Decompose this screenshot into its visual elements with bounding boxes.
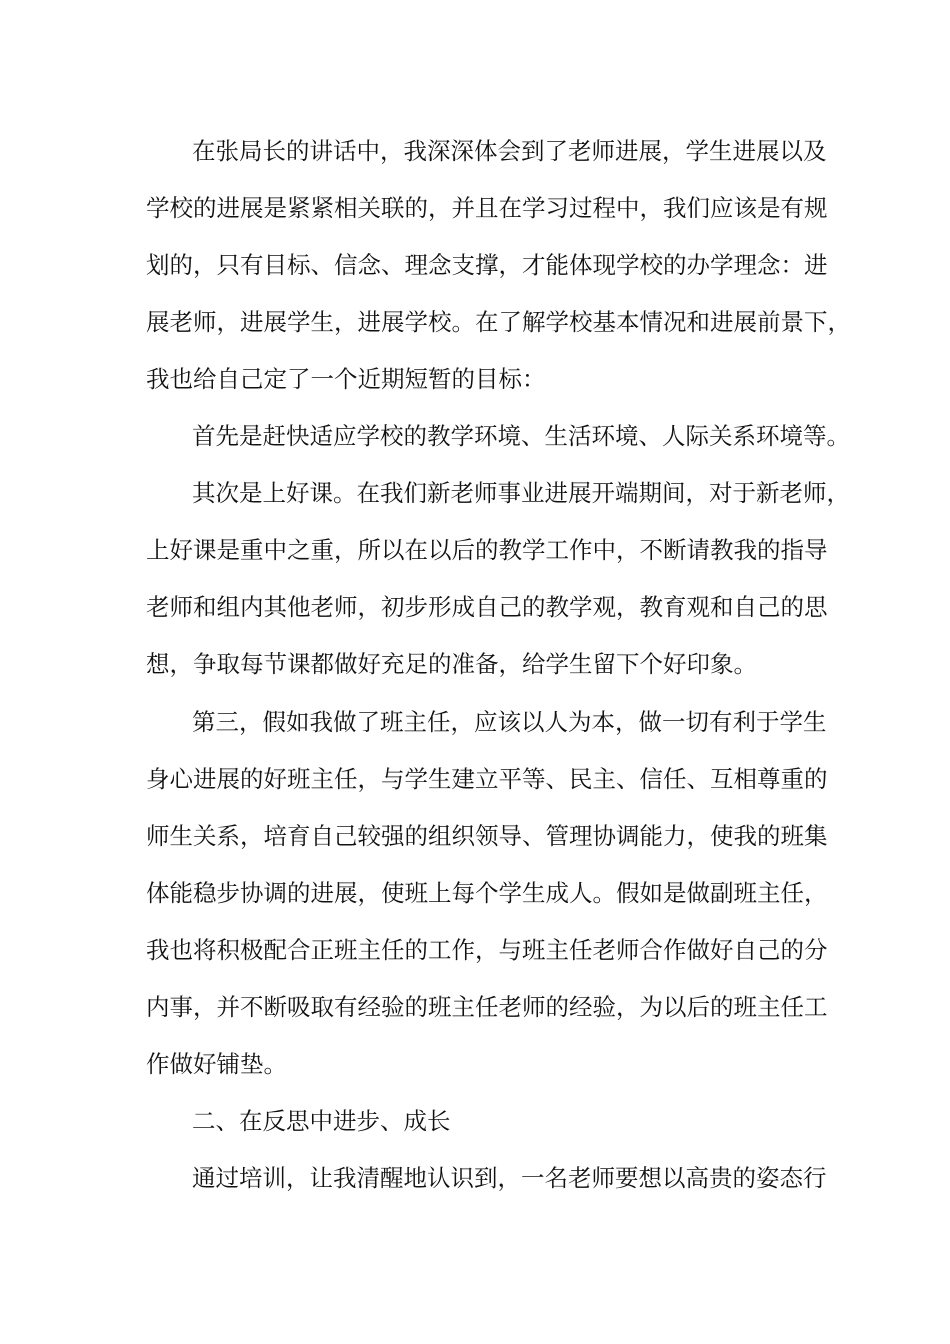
paragraph-line: 体能稳步协调的进展，使班上每个学生成人。假如是做副班主任，: [146, 879, 828, 907]
paragraph-line: 内事，并不断吸取有经验的班主任老师的经验，为以后的班主任工: [146, 993, 828, 1021]
paragraph-line: 师生关系，培育自己较强的组织领导、管理协调能力，使我的班集: [146, 822, 828, 850]
paragraph-line: 身心进展的好班主任，与学生建立平等、民主、信任、互相尊重的: [146, 765, 828, 793]
paragraph-line: 第三，假如我做了班主任，应该以人为本，做一切有利于学生: [192, 708, 827, 736]
paragraph-line: 学校的进展是紧紧相关联的，并且在学习过程中，我们应该是有规: [146, 194, 828, 222]
paragraph-line: 我也将积极配合正班主任的工作，与班主任老师合作做好自己的分: [146, 936, 828, 964]
paragraph-line: 通过培训，让我清醒地认识到，一名老师要想以高贵的姿态行: [192, 1164, 827, 1192]
paragraph-line: 其次是上好课。在我们新老师事业进展开端期间，对于新老师，: [192, 479, 850, 507]
paragraph-line: 上好课是重中之重，所以在以后的教学工作中，不断请教我的指导: [146, 536, 828, 564]
section-heading: 二、在反思中进步、成长: [192, 1107, 451, 1135]
paragraph-line: 老师和组内其他老师，初步形成自己的教学观，教育观和自己的思: [146, 593, 828, 621]
paragraph-line: 首先是赶快适应学校的教学环境、生活环境、人际关系环境等。: [192, 422, 850, 450]
paragraph-line: 作做好铺垫。: [146, 1050, 287, 1078]
paragraph-line: 我也给自己定了一个近期短暂的目标：: [146, 365, 546, 393]
paragraph-line: 想，争取每节课都做好充足的准备，给学生留下个好印象。: [146, 650, 757, 678]
paragraph-line: 划的，只有目标、信念、理念支撑，才能体现学校的办学理念：进: [146, 251, 828, 279]
paragraph-line: 展老师，进展学生，进展学校。在了解学校基本情况和进展前景下，: [146, 308, 851, 336]
paragraph-line: 在张局长的讲话中，我深深体会到了老师进展，学生进展以及: [192, 137, 827, 165]
